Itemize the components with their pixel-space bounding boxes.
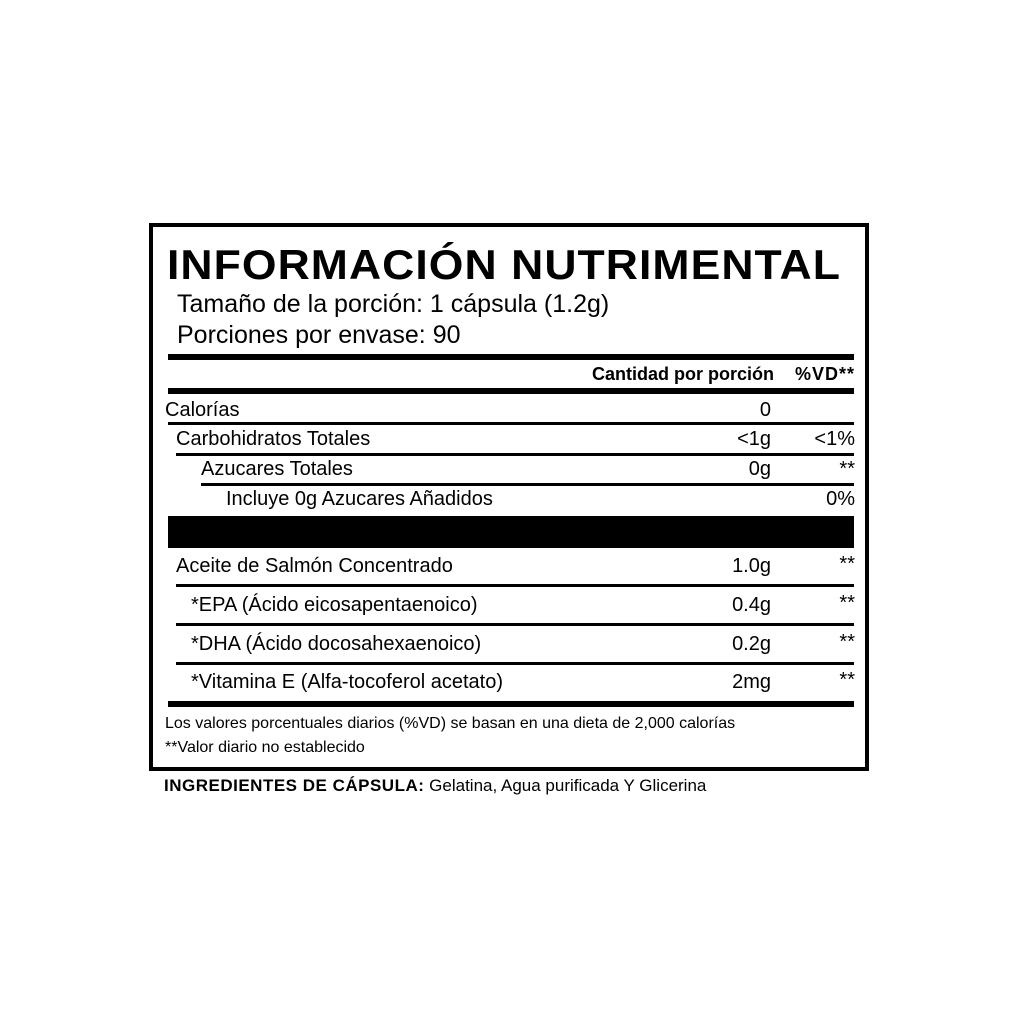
- ingredients-text: Gelatina, Agua purificada Y Glicerina: [429, 776, 707, 795]
- row-dv: **: [839, 592, 855, 614]
- row-name: *Vitamina E (Alfa-tocoferol acetato): [191, 671, 504, 693]
- row-amount: 0.2g: [732, 633, 771, 655]
- row-dv: **: [839, 631, 855, 653]
- row-name: Calorías: [165, 399, 240, 421]
- row-amount: 0.4g: [732, 594, 771, 616]
- row-dv: **: [839, 669, 855, 691]
- row-divider: [168, 422, 854, 425]
- ingredients-line: [164, 776, 706, 796]
- row-name: Carbohidratos Totales: [176, 428, 371, 450]
- row-name: *DHA (Ácido docosahexaenoico): [191, 633, 482, 655]
- row-divider: [176, 662, 854, 665]
- row-divider: [201, 483, 854, 486]
- section-separator-black: [168, 516, 854, 548]
- divider-thick: [168, 701, 854, 707]
- divider-thick: [168, 354, 854, 360]
- row-name: Azucares Totales: [201, 458, 353, 480]
- row-dv: <1%: [814, 428, 855, 450]
- divider-thick: [168, 388, 854, 394]
- row-name: *EPA (Ácido eicosapentaenoico): [191, 594, 478, 616]
- header-dv: %VD**: [794, 364, 855, 384]
- row-dv: **: [839, 458, 855, 480]
- ingredients-label: INGREDIENTES DE CÁPSULA:: [164, 776, 425, 795]
- row-divider: [176, 453, 854, 456]
- row-divider: [176, 623, 854, 626]
- row-dv: 0%: [826, 488, 855, 510]
- row-amount: <1g: [737, 428, 771, 450]
- footnote-no-dv: **Valor diario no establecido: [165, 739, 365, 756]
- footnote-dv: Los valores porcentuales diarios (%VD) se basan en una dieta de 2,000 calorías: [165, 715, 736, 732]
- row-amount: 2mg: [732, 671, 771, 693]
- serving-size: Tamaño de la porción: 1 cápsula (1.2g): [177, 290, 610, 318]
- header-amount: Cantidad por porción: [592, 364, 774, 384]
- row-name: Aceite de Salmón Concentrado: [176, 555, 453, 577]
- servings-per-container: Porciones por envase: 90: [177, 321, 461, 349]
- row-divider: [176, 584, 854, 587]
- row-name: Incluye 0g Azucares Añadidos: [226, 488, 493, 510]
- label-title: INFORMACIÓN NUTRIMENTAL: [167, 241, 841, 288]
- row-amount: 0g: [748, 458, 771, 480]
- row-amount: 1.0g: [732, 555, 771, 577]
- row-dv: **: [839, 553, 855, 575]
- nutrition-facts-panel: [149, 223, 869, 771]
- row-amount: 0: [759, 399, 771, 421]
